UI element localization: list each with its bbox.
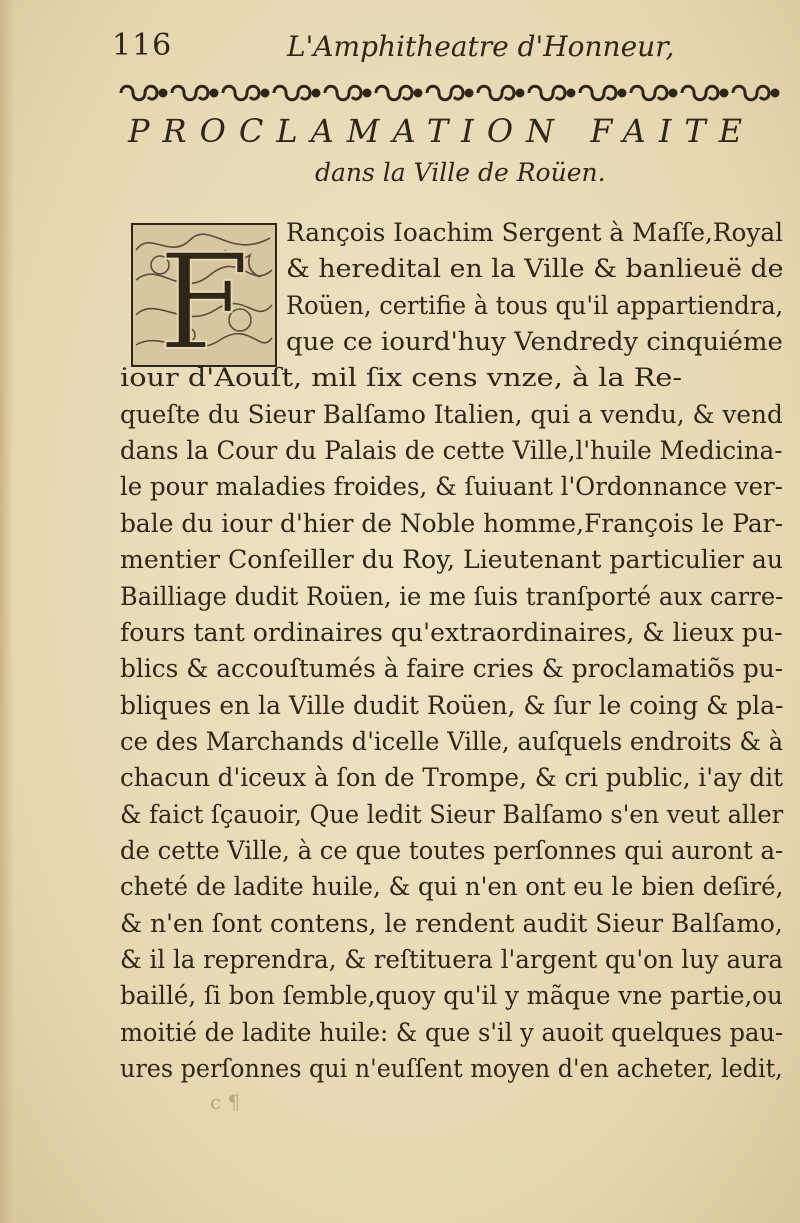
- ornament-dot: [466, 90, 472, 96]
- text-line: fours tant ordinaires qu'extraordinaires, & lieux pu-: [120, 617, 783, 647]
- text-line: que ce iourd'huy Vendredy cinquiéme: [286, 327, 783, 357]
- text-line: chacun d'iceux à ſon de Trompe, & cri public, i'ay dit: [120, 763, 783, 793]
- dropcap-glyph: F: [158, 226, 250, 370]
- proclamation-subtitle: dans la Ville de Roüen.: [315, 158, 606, 187]
- text-line: Bailliage dudit Roüen, ie me ſuis tranſporté aux carre-: [120, 581, 784, 611]
- page-edge-shadow: [0, 0, 14, 1223]
- text-line: baillé, ſi bon ſemble,quoy qu'il y mãque vne partie,ou: [120, 981, 783, 1011]
- text-line: le pour maladies froides, & ſuiuant l'Ordonnance ver-: [120, 472, 783, 502]
- text-line: dans la Cour du Palais de cette Ville,l'huile Medicina-: [120, 436, 783, 466]
- text-line: de cette Ville, à ce que toutes perſonnes qui auront a-: [120, 835, 784, 865]
- ornament-scroll: [580, 86, 616, 100]
- text-line: bliques en la Ville dudit Roüen, & ſur le coing & pla-: [120, 690, 784, 720]
- ornament-scroll: [529, 86, 565, 100]
- proclamation-title: PROCLAMATION FAITE: [128, 112, 756, 150]
- ornament-dot: [415, 90, 421, 96]
- text-line: ures perſonnes qui n'euſſent moyen d'en acheter, ledit,: [120, 1054, 783, 1084]
- ornament-scroll: [121, 86, 157, 100]
- text-line: Rançois Ioachim Sergent à Maſſe,Royal: [286, 218, 784, 247]
- text-line: moitié de ladite huile: & que s'il y auoit quelques pau-: [120, 1017, 784, 1047]
- ornament-dot: [568, 90, 574, 96]
- ornament-dot: [619, 90, 625, 96]
- ornament-scroll: [733, 86, 769, 100]
- bleed-through-marks: c ¶: [210, 1090, 241, 1114]
- ornament-scroll: [631, 86, 667, 100]
- ornament-dot: [772, 90, 778, 96]
- text-line: Roüen, certifie à tous qu'il appartiendra,: [286, 290, 784, 320]
- ornament-dot: [721, 90, 727, 96]
- ornament-scroll: [223, 86, 259, 100]
- ornament-dot: [670, 90, 676, 96]
- ornament-band: [117, 80, 782, 106]
- ornament-dot: [313, 90, 319, 96]
- running-head: [112, 28, 702, 68]
- text-line: & heredital en la Ville & banlieuë de: [286, 254, 784, 284]
- text-line: blics & accouſtumés à faire cries & proclamatiõs pu-: [120, 654, 784, 684]
- text-line: queſte du Sieur Balſamo Italien, qui a vendu, & vend: [120, 399, 783, 429]
- text-line: & n'en ſont contens, le rendent audit Sieur Balſamo,: [120, 908, 783, 938]
- running-title: L'Amphitheatre d'Honneur,: [287, 30, 675, 63]
- text-line: & il la reprendra, & reſtituera l'argent qu'on luy aura: [120, 945, 784, 974]
- decorated-initial-f: [130, 220, 278, 370]
- ornament-dot: [364, 90, 370, 96]
- ornament-scroll: [427, 86, 463, 100]
- text-line: ce des Marchands d'icelle Ville, auſquels endroits & à: [120, 726, 784, 756]
- ornament-dot: [262, 90, 268, 96]
- ornament-scroll: [325, 86, 361, 100]
- text-line: iour d'Aouſt, mil ſix cens vnze, à la Re-: [120, 363, 683, 393]
- ornament-dot: [517, 90, 523, 96]
- ornament-scroll: [172, 86, 208, 100]
- ornament-scroll: [682, 86, 718, 100]
- page-number: 116: [112, 28, 173, 63]
- text-line: & faict ſçauoir, Que ledit Sieur Balſamo s'en veut aller: [120, 799, 784, 829]
- ornament-dot: [211, 90, 217, 96]
- text-line: cheté de ladite huile, & qui n'en ont eu le bien deſiré,: [120, 872, 784, 902]
- ornament-dot: [160, 90, 166, 96]
- ornament-scroll-row: [121, 86, 778, 100]
- ornament-scroll: [274, 86, 310, 100]
- text-line: bale du iour d'hier de Noble homme,François le Par-: [120, 508, 783, 538]
- ornament-scroll: [478, 86, 514, 100]
- ornament-scroll: [376, 86, 412, 100]
- text-line: mentier Conſeiller du Roy, Lieutenant particulier au: [120, 545, 784, 575]
